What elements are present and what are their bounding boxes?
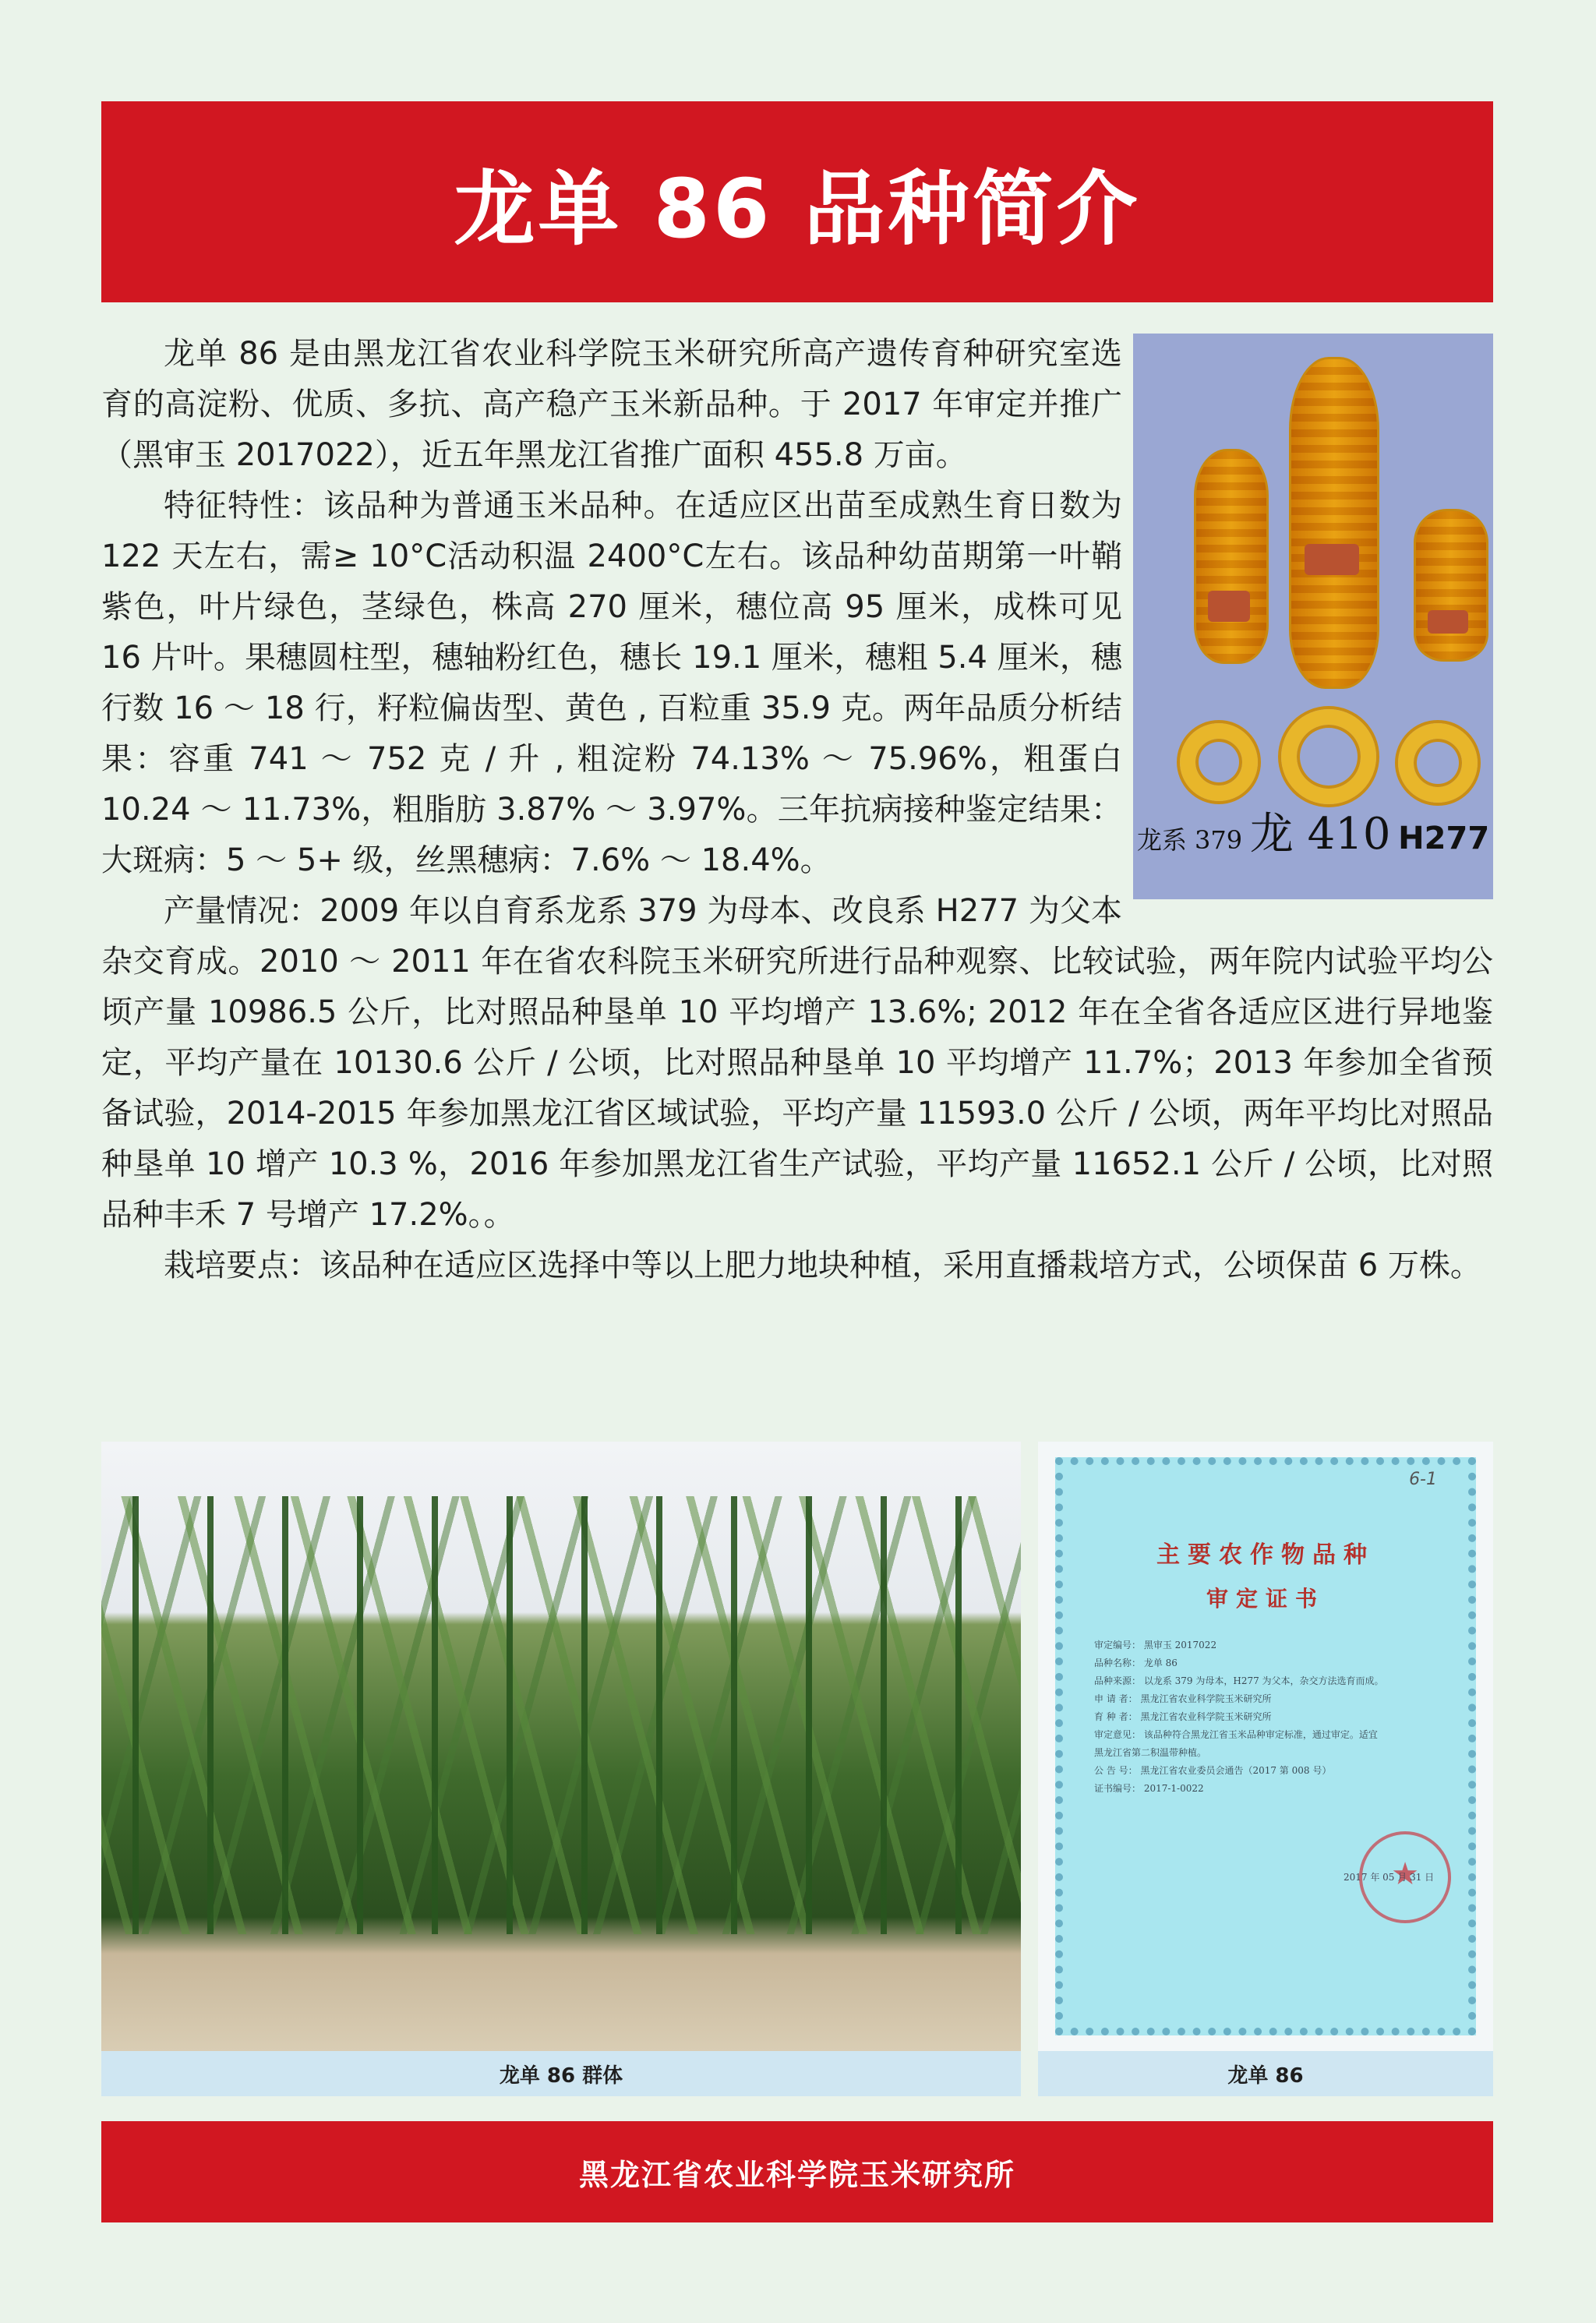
certificate-line: 申 请 者： 黑龙江省农业科学院玉米研究所 [1094,1693,1272,1704]
corn-ear-left [1194,449,1269,664]
cross-section-right [1398,723,1478,803]
certificate-line: 公 告 号： 黑龙江省农业委员会通告（2017 第 008 号） [1094,1765,1332,1776]
certificate-details [1094,1636,1445,1798]
certificate-caption: 龙单 86 [1038,2051,1493,2096]
title-banner [101,101,1493,302]
certificate-line: 审定意见： 该品种符合黑龙江省玉米品种审定标准，通过审定。适宜 [1094,1729,1378,1740]
characteristics-paragraph: 特征特性：该品种为普通玉米品种。在适应区出苗至成熟生育日数为 122 天左右，需≥ 10°C活动积温 2400°C左右。该品种幼苗期第一叶鞘紫色，叶片绿色，茎绿色，株高 270 厘米，穗位高 95 厘米，成株可见 16 片叶。果穗圆柱型，穗轴粉红色，穗长 19.1 厘米，穗粗 5.4 厘米，穗行数 16 ～ 18 行，籽粒偏齿型、黄色 , 百粒重 35.9 克。两年品质分析结果：容重 741 ～ 752 克 / 升 , 粗淀粉 74.13% ～ 75.96%，粗蛋白 10.24 ～ 11.73%，粗脂肪 3.87% ～ 3.97%。三年抗病接种鉴定结果：大斑病：5 ～ 5+ 级，丝黑穗病：7.6% ～ 18.4%。 [101,488,1122,878]
cultivation-paragraph: 栽培要点：该品种在适应区选择中等以上肥力地块种植，采用直播栽培方式，公顷保苗 6 万株。 [164,1248,1481,1283]
intro-paragraph: 龙单 86 是由黑龙江省农业科学院玉米研究所高产遗传育种研究室选育的高淀粉、优质、多抗、高产稳产玉米新品种。于 2017 年审定并推广（黑审玉 2017022），近五年黑龙江省推广面积 455.8 万亩。 [101,336,1122,473]
institute-name: 黑龙江省农业科学院玉米研究所 [578,2157,1015,2192]
certificate-document [1055,1457,1476,2035]
corn-ear-middle [1289,357,1379,689]
certificate-line: 证书编号： 2017-1-0022 [1094,1783,1204,1794]
ear-photo-labels [1133,809,1493,866]
cob-section-right [1428,610,1468,634]
footer-banner [101,2121,1493,2222]
cob-section-left [1208,591,1250,622]
corn-ear-right [1414,509,1488,662]
article-body [101,329,1493,1291]
certificate-line: 黑龙江省第二积温带种植。 [1094,1747,1207,1758]
certificate-line: 审定编号： 黑审玉 2017022 [1094,1640,1217,1650]
cross-section-middle [1281,709,1376,804]
ear-label-female: 龙系 379 [1136,825,1243,855]
cross-section-left [1180,723,1258,801]
certificate-line: 育 种 者： 黑龙江省农业科学院玉米研究所 [1094,1711,1272,1722]
cob-section-middle [1305,544,1359,575]
ear-label-male: H277 [1398,821,1490,856]
certificate-line: 品种名称： 龙单 86 [1094,1658,1178,1668]
certificate-line: 品种来源： 以龙系 379 为母本，H277 为父本，杂交方法选育而成。 [1094,1675,1384,1686]
certificate-title: 主要农作物品种 [1156,1541,1375,1569]
certificate-subtitle: 审定证书 [1206,1586,1325,1612]
field-photo-caption: 龙单 86 群体 [101,2051,1021,2096]
corn-ear-photo [1133,334,1493,899]
corn-stalks [101,1496,1021,1934]
ear-label-hybrid: 龙 410 [1249,809,1391,860]
certificate-handwritten-mark: 6-1 [1409,1470,1437,1489]
certificate-photo [1038,1442,1493,2051]
corn-field-photo [101,1442,1021,2051]
yield-paragraph: 产量情况：2009 年以自育系龙系 379 为母本、改良系 H277 为父本杂交育成。2010 ～ 2011 年在省农科院玉米研究所进行品种观察、比较试验，两年院内试验平均公顷产量 10986.5 公斤，比对照品种垦单 10 平均增产 13.6%; 2012 年在全省各适应区进行异地鉴定，平均产量在 10130.6 公斤 / 公顷，比对照品种垦单 10 平均增产 11.7%；2013 年参加全省预备试验，2014-2015 年参加黑龙江省区域试验，平均产量 11593.0 公斤 / 公顷，两年平均比对照品种垦单 10 增产 10.3 %，2016 年参加黑龙江省生产试验，平均产量 11652.1 公斤 / 公顷，比对照品种丰禾 7 号增产 17.2%。。 [101,893,1493,1233]
certificate-date: 2017 年 05 月 31 日 [1344,1872,1435,1883]
page-title: 龙单 86 品种简介 [454,161,1141,256]
